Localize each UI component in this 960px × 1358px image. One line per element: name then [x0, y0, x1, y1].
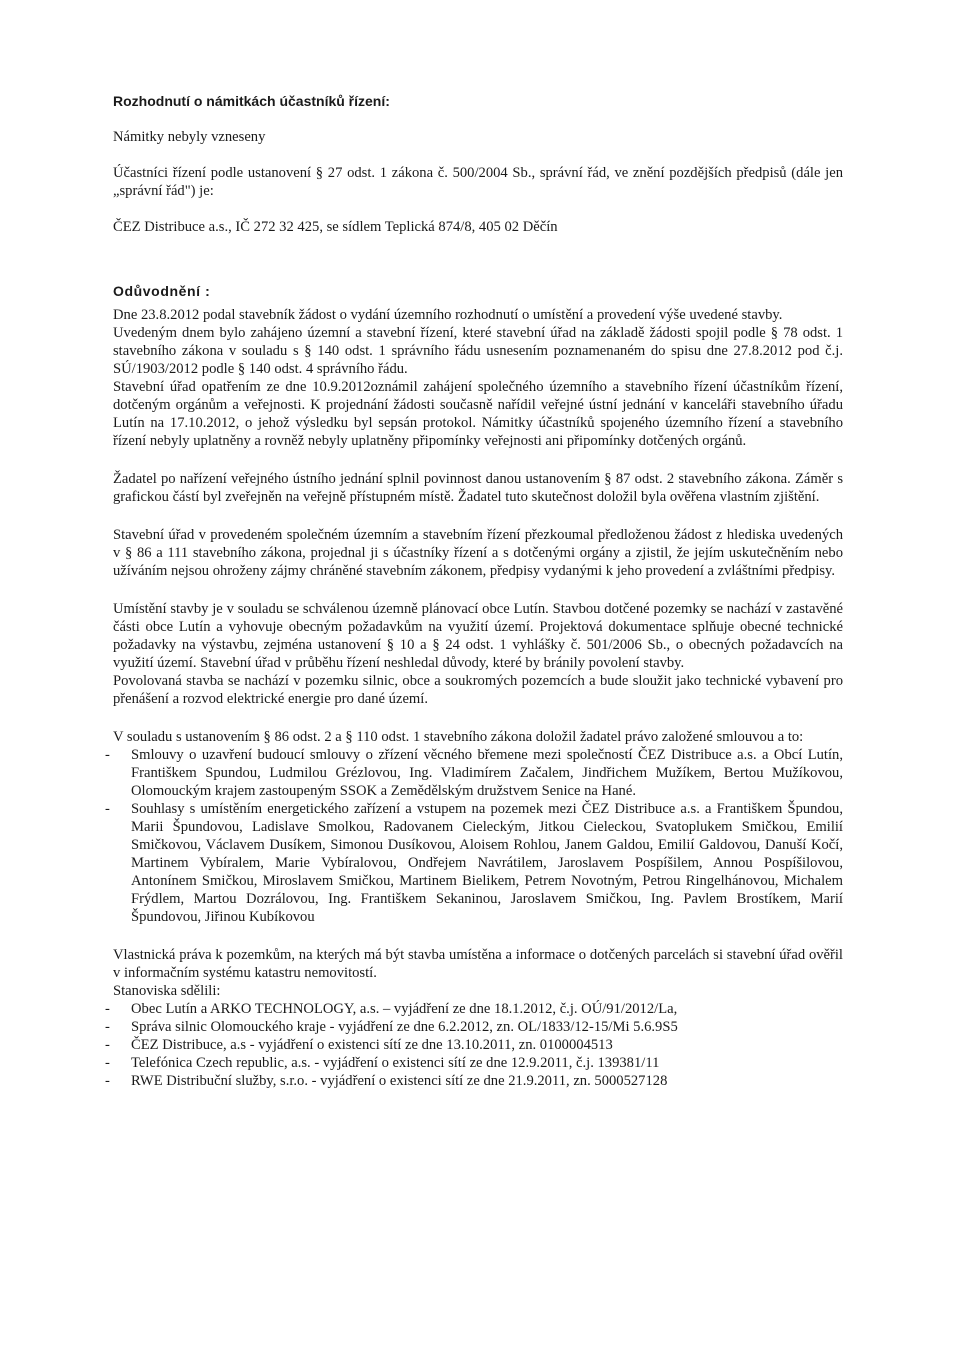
paragraph-contracts-intro: V souladu s ustanovením § 86 odst. 2 a § 110 odst. 1 stavebního zákona doložil žadatel právo založené smlouvou a to: — [113, 729, 804, 745]
paragraph-purpose: Povolovaná stavba se nachází v pozemku silnic, obce a soukromých pozemcích a bude sloužit jako technické vybavení pro přenášení a rozvod elektrické energie pro dané území. — [113, 673, 843, 707]
document-page — [113, 92, 843, 1090]
list-item: - Smlouvy o uzavření budoucí smlouvy o zřízení věcného břemene mezi společností ČEZ Distribuce a.s. a Obcí Lutín, Františkem Spundou, Ludmilou Grézlovou, Ing. Vladimírem Začalem, Jindřichem Mužíkem, Bertou Mužíkovou, Olomouckým krajem zastoupeným SSOK a Zemědělským družstvem Senice na Hané. — [113, 746, 843, 800]
list-item: - Správa silnic Olomouckého kraje - vyjádření ze dne 6.2.2012, zn. OL/1833/12-15/Mi 5.6.9S5 — [113, 1018, 843, 1036]
participant-entry: ČEZ Distribuce a.s., IČ 272 32 425, se sídlem Teplická 874/8, 405 02 Děčín — [113, 219, 558, 235]
paragraph-ownership: Vlastnická práva k pozemkům, na kterých má být stavba umístěna a informace o dotčených parcelách si stavební úřad ověřil v informačním systému katastru nemovitostí. — [113, 947, 843, 981]
list-item: - Obec Lutín a ARKO TECHNOLOGY, a.s. – vyjádření ze dne 18.1.2012, č.j. OÚ/91/2012/La, — [113, 1000, 843, 1018]
objections-text: Námitky nebyly vzneseny — [113, 129, 266, 145]
list-item: - RWE Distribuční služby, s.r.o. - vyjádření o existenci sítí ze dne 21.9.2011, zn. 5000527128 — [113, 1072, 843, 1090]
reasoning-title: Odůvodnění : — [113, 283, 211, 299]
participants-intro: Účastníci řízení podle ustanovení § 27 odst. 1 zákona č. 500/2004 Sb., správní řád, ve znění pozdějších předpisů (dále jen „správní řád") je: — [113, 165, 843, 199]
list-item: - ČEZ Distribuce, a.s - vyjádření o existenci sítí ze dne 13.10.2011, zn. 0100004513 — [113, 1036, 843, 1054]
paragraph-zoning: Umístění stavby je v souladu se schválenou územně plánovací obce Lutín. Stavbou dotčené pozemky se nachází v zastavěné části obce Lutín a vyhovuje obecným požadavkům na využití území. Projektová dokumentace splňuje obecné technické požadavky na výstavbu, zejména ustanovení § 10 a § 24 odst. 1 vyhlášky č. 501/2006 Sb., o obecných požadavcích na využití území. Stavební úřad v průběhu řízení neshledal důvody, které by bránily povolení stavby. — [113, 601, 843, 671]
paragraph-review: Stavební úřad v provedeném společném územním a stavebním řízení přezkoumal předloženou žádost z hlediska uvedených v § 86 a 111 stavebního zákona, projednal ji s účastníky řízení a s dotčenými orgány a zjistil, že jejím uskutečněním nebo užíváním nejsou ohroženy zájmy chráněné stavebním zákonem, předpisy vydanými k jeho provedení a zvláštními předpisy. — [113, 527, 843, 579]
statements-list — [113, 1000, 843, 1090]
paragraph-statements-intro: Stanoviska sdělili: — [113, 983, 221, 999]
paragraph-proceedings-start: Uvedeným dnem bylo zahájeno územní a stavební řízení, které stavební úřad na základě žádosti spojil podle § 78 odst. 1 stavebního zákona v souladu s § 140 odst. 1 správního řádu usnesením poznamenaném do spisu dne 27.8.2012 pod č.j. SÚ/1903/2012 podle § 140 odst. 4 správního řádu. — [113, 325, 843, 377]
paragraph-application: Dne 23.8.2012 podal stavebník žádost o vydání územního rozhodnutí o umístění a provedení výše uvedené stavby. — [113, 307, 783, 323]
paragraph-notification: Stavební úřad opatřením ze dne 10.9.2012oznámil zahájení společného územního a stavebního řízení účastníkům řízení, dotčeným orgánům a veřejnosti. K projednání žádosti současně nařídil veřejné ústní jednání v kanceláři stavebního úřadu Lutín na 17.10.2012, o jehož výsledku byl sepsán protokol. Námitky účastníků spojeného územního řízení a stavebního řízení nebyly uplatněny a rovněž nebyly uplatněny připomínky veřejnosti ani připomínky dotčených orgánů. — [113, 379, 843, 449]
section-heading: Rozhodnutí o námitkách účastníků řízení: — [113, 93, 390, 109]
paragraph-publication: Žadatel po nařízení veřejného ústního jednání splnil povinnost danou ustanovením § 87 odst. 2 stavebního zákona. Záměr s grafickou částí byl zveřejněn na veřejně přístupném místě. Žadatel tuto skutečnost doložil byla ověřena vlastním zjištění. — [113, 471, 843, 505]
contracts-list — [113, 746, 843, 926]
list-item: - Souhlasy s umístěním energetického zařízení a vstupem na pozemek mezi ČEZ Distribuce a.s. a Františkem Špundou, Marii Špundovou, Ladislave Smolkou, Radovanem Cieleckým, Jitkou Cieleckou, Svatoplukem Smičkou, Emilií Smičkovou, Václavem Dusíkem, Simonou Dusíkovou, Aloisem Rohlou, Janem Galdou, Emilií Galdovou, Danuší Kočí, Martinem Vybíralem, Marie Vybíralovou, Ondřejem Navrátilem, Jaroslavem Pospíšilem, Annou Pospíšilovou, Antonínem Smičkou, Miroslavem Smičkou, Martinem Bielikem, Petrem Novotným, Petrou Ringelhánovou, Michalem Frýdlem, Martou Dozrálovou, Ing. Františkem Sekaninou, Jaroslavem Smičkou, Ing. Pavlem Brostíkem, Marií Špundovou, Jiřinou Kubíkovou — [113, 800, 843, 926]
list-item: - Telefónica Czech republic, a.s. - vyjádření o existenci sítí ze dne 12.9.2011, č.j. 139381/11 — [113, 1054, 843, 1072]
